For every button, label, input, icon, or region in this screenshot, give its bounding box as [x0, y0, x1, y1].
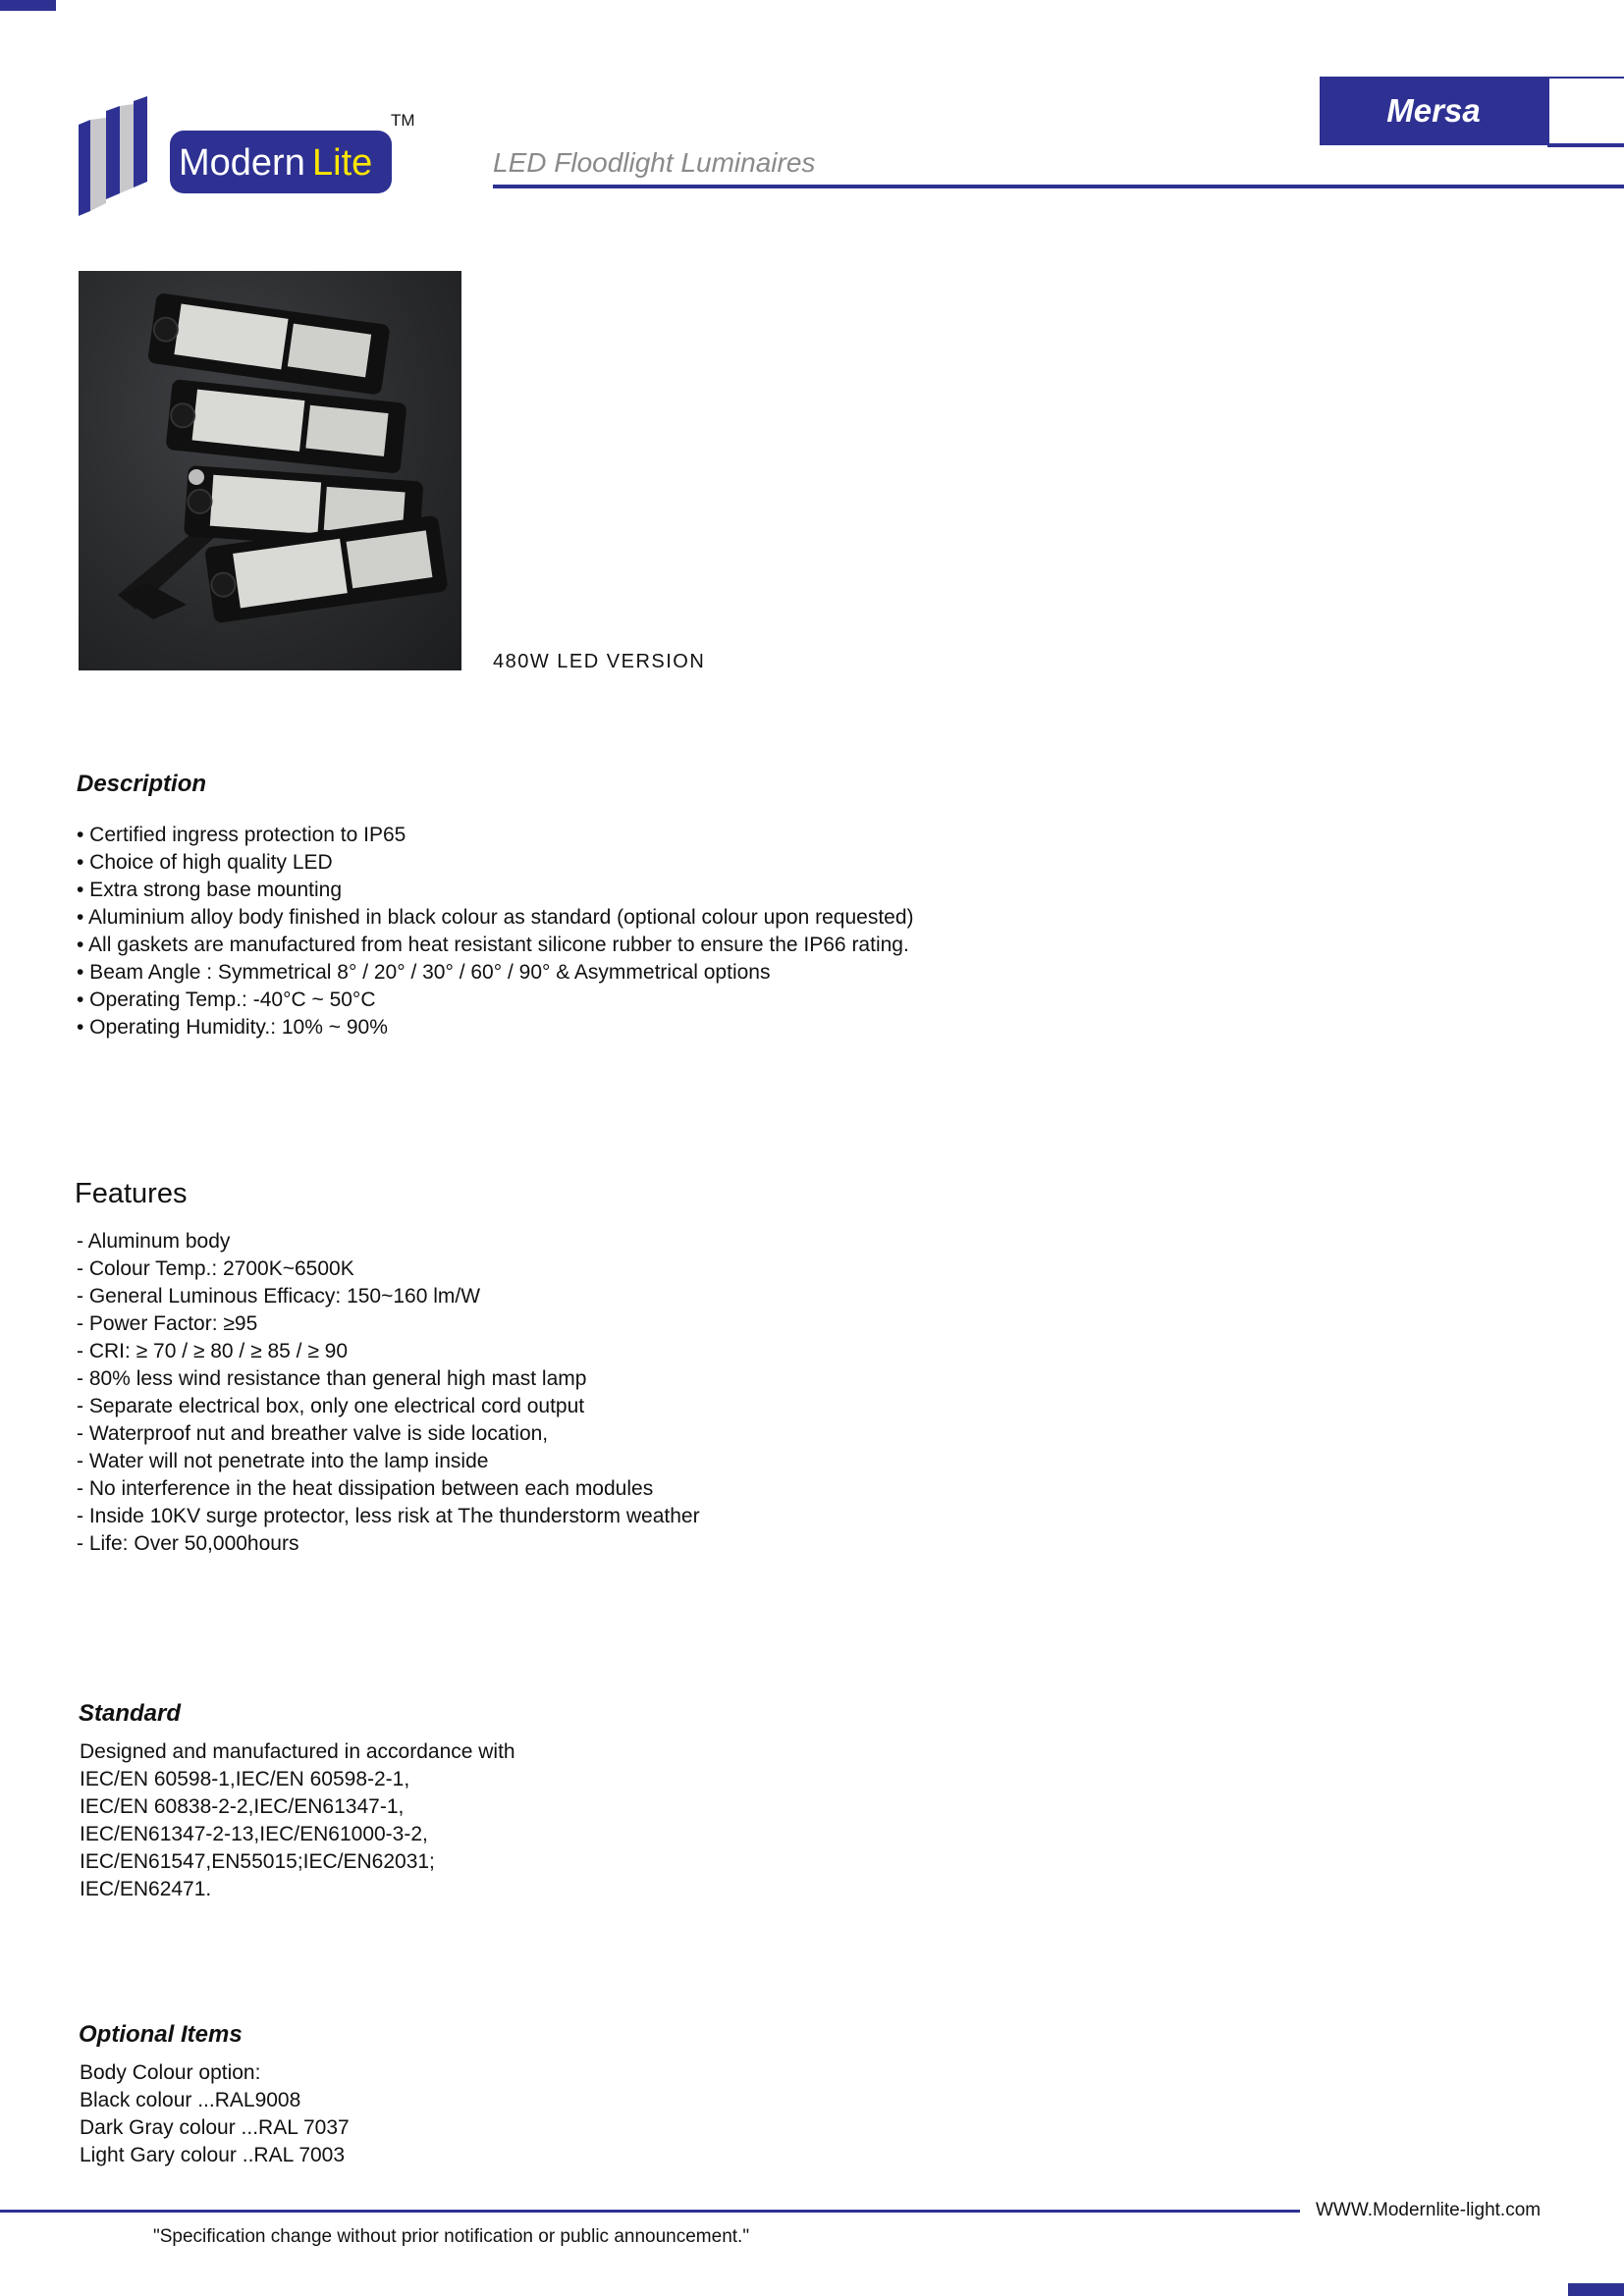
svg-text:TM: TM [391, 111, 415, 130]
text-line: Dark Gray colour ...RAL 7037 [80, 2116, 350, 2139]
list-item: • Extra strong base mounting [77, 879, 342, 901]
svg-text:Modern: Modern [179, 142, 305, 184]
list-item: • Aluminium alloy body finished in black colour as standard (optional colour upon requested) [77, 906, 914, 929]
series-name-badge: Mersa [1320, 77, 1547, 145]
svg-text:Lite: Lite [312, 142, 373, 184]
list-item: - Colour Temp.: 2700K~6500K [77, 1257, 354, 1280]
text-line: Black colour ...RAL9008 [80, 2089, 301, 2111]
modernlite-logo-icon [77, 93, 420, 221]
description-list [77, 822, 914, 1041]
list-item: • Operating Temp.: -40°C ~ 50°C [77, 988, 376, 1011]
series-badge-frame [1547, 77, 1624, 147]
list-item: - CRI: ≥ 70 / ≥ 80 / ≥ 85 / ≥ 90 [77, 1340, 349, 1362]
list-item: • Certified ingress protection to IP65 [77, 824, 406, 846]
page-subtitle: LED Floodlight Luminaires [493, 147, 816, 178]
footer-disclaimer: "Specification change without prior notification or public announcement." [153, 2226, 750, 2247]
footer-divider [0, 2210, 1300, 2213]
list-item: - 80% less wind resistance than general high mast lamp [77, 1367, 587, 1390]
brand-logo [77, 93, 420, 221]
text-line: Light Gary colour ..RAL 7003 [80, 2144, 346, 2166]
list-item: - Power Factor: ≥95 [77, 1312, 258, 1335]
description-heading: Description [77, 771, 207, 797]
header-divider [493, 185, 1624, 188]
text-line: IEC/EN 60598-1,IEC/EN 60598-2-1, [80, 1768, 410, 1790]
list-item: - Aluminum body [77, 1230, 231, 1253]
list-item: • Choice of high quality LED [77, 851, 333, 874]
features-heading: Features [75, 1178, 188, 1209]
website-url: WWW.Modernlite-light.com [1316, 2200, 1542, 2220]
list-item: - Inside 10KV surge protector, less risk at The thunderstorm weather [77, 1505, 700, 1527]
list-item: • Beam Angle : Symmetrical 8° / 20° / 30° / 60° / 90° & Asymmetrical options [77, 961, 771, 984]
text-line: Body Colour option: [80, 2061, 261, 2084]
text-line: Designed and manufactured in accordance with [80, 1740, 515, 1763]
list-item: - Water will not penetrate into the lamp inside [77, 1450, 489, 1472]
list-item: - Waterproof nut and breather valve is side location, [77, 1422, 549, 1445]
product-photo [79, 271, 461, 670]
standard-text [80, 1738, 515, 1903]
text-line: IEC/EN62471. [80, 1878, 212, 1900]
corner-accent-top [0, 0, 56, 11]
optional-items-heading: Optional Items [79, 2021, 243, 2048]
features-list [77, 1228, 700, 1558]
text-line: IEC/EN 60838-2-2,IEC/EN61347-1, [80, 1795, 405, 1818]
list-item: - General Luminous Efficacy: 150~160 lm/W [77, 1285, 481, 1308]
text-line: IEC/EN61547,EN55015;IEC/EN62031; [80, 1850, 435, 1873]
list-item: • All gaskets are manufactured from heat resistant silicone rubber to ensure the IP66 rating. [77, 934, 909, 956]
text-line: IEC/EN61347-2-13,IEC/EN61000-3-2, [80, 1823, 428, 1845]
corner-accent-bottom [1568, 2283, 1624, 2296]
floodlight-illustration-icon [79, 271, 461, 670]
optional-items-text [80, 2059, 350, 2169]
list-item: • Operating Humidity.: 10% ~ 90% [77, 1016, 388, 1039]
version-label: 480W LED VERSION [493, 651, 706, 672]
list-item: - Life: Over 50,000hours [77, 1532, 299, 1555]
list-item: - No interference in the heat dissipation between each modules [77, 1477, 654, 1500]
standard-heading: Standard [79, 1700, 182, 1727]
list-item: - Separate electrical box, only one electrical cord output [77, 1395, 585, 1417]
